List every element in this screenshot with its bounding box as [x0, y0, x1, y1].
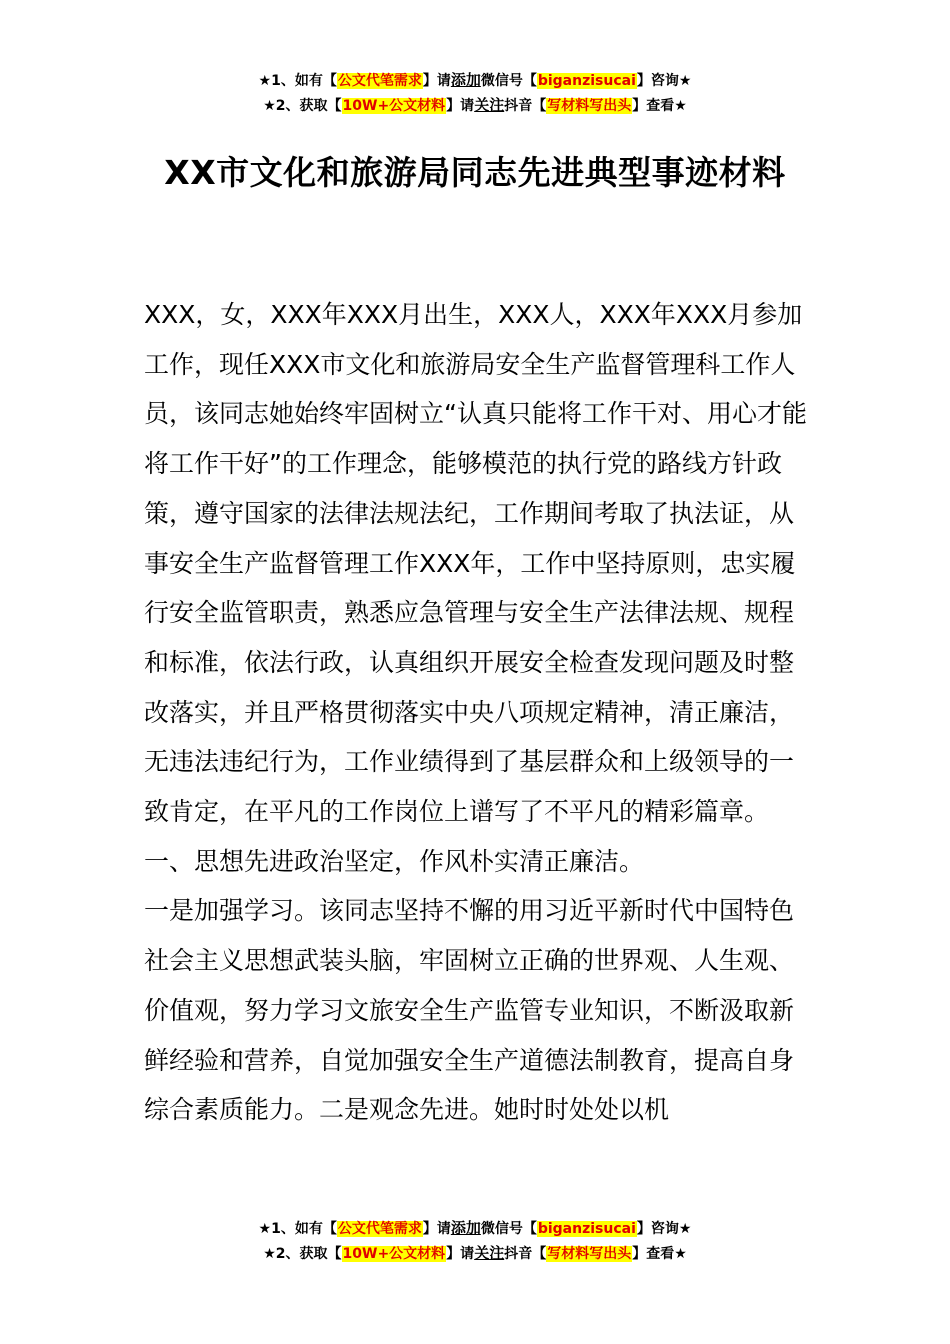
- promo-text: ★1、如有【: [258, 1221, 337, 1237]
- promo-text: 抖音【: [504, 1246, 547, 1262]
- body-paragraph: XXX，女，XXX年XXX月出生，XXX人，XXX年XXX月参加工作，现任XXX市文化和旅游局安全生产监督管理科工作人员，该同志她始终牢固树立“认真只能将工作干对、用心才能将工作干好”的工作理念，能够模范的执行党的路线方针政策，遵守国家的法律法规法纪，工作期间考取了执法证，从事安全生产监督管理工作XXX年，工作中坚持原则，忠实履行安全监管职责，熟悉应急管理与安全生产法律法规、规程和标准，依法行政，认真组织开展安全检查发现问题及时整改落实，并且严格贯彻落实中央八项规定精神，清正廉洁，无违法违纪行为，工作业绩得到了基层群众和上级领导的一致肯定，在平凡的工作岗位上谱写了不平凡的精彩篇章。: [144, 300, 807, 827]
- promo-text: ★1、如有【: [258, 73, 337, 89]
- promo-text: 】请: [446, 98, 475, 114]
- top-promo-banner: [0, 68, 950, 118]
- promo-highlight: biganzisucai: [537, 73, 636, 89]
- promo-line-1: [0, 1216, 950, 1241]
- promo-line-2: [0, 1241, 950, 1266]
- promo-text: 】请: [422, 73, 451, 89]
- promo-text: 微信号【: [480, 73, 537, 89]
- promo-text: 】请: [446, 1246, 475, 1262]
- promo-highlight: 写材料写出头: [547, 98, 632, 114]
- promo-highlight: biganzisucai: [537, 1221, 636, 1237]
- promo-emphasis: 添加: [450, 71, 481, 89]
- promo-highlight: 写材料写出头: [547, 1246, 632, 1262]
- promo-text: 】请: [422, 1221, 451, 1237]
- promo-text: 】查看★: [632, 98, 687, 114]
- promo-highlight: 公文代笔需求: [337, 73, 422, 89]
- promo-line-1: [0, 68, 950, 93]
- promo-emphasis: 添加: [450, 1219, 481, 1237]
- promo-text: ★2、获取【: [263, 1246, 342, 1262]
- promo-emphasis: 关注: [474, 1244, 505, 1262]
- promo-text: 】咨询★: [636, 1221, 692, 1237]
- promo-text: 微信号【: [480, 1221, 537, 1237]
- promo-text: 】咨询★: [636, 73, 692, 89]
- promo-highlight: 公文代笔需求: [337, 1221, 422, 1237]
- promo-highlight: 10W+公文材料: [342, 1246, 446, 1262]
- document-body: [144, 290, 812, 1135]
- promo-text: 】查看★: [632, 1246, 687, 1262]
- bottom-promo-banner: [0, 1216, 950, 1266]
- document-title: XX市文化和旅游局同志先进典型事迹材料: [164, 153, 786, 192]
- body-paragraph: 一、思想先进政治坚定，作风朴实清正廉洁。: [144, 846, 645, 876]
- promo-line-2: [0, 93, 950, 118]
- promo-text: ★2、获取【: [263, 98, 342, 114]
- promo-emphasis: 关注: [474, 96, 505, 114]
- promo-highlight: 10W+公文材料: [342, 98, 446, 114]
- promo-text: 抖音【: [504, 98, 547, 114]
- body-paragraph: 一是加强学习。该同志坚持不懈的用习近平新时代中国特色社会主义思想武装头脑，牢固树立正确的世界观、人生观、价值观，努力学习文旅安全生产监管专业知识，不断汲取新鲜经验和营养，自觉加强安全生产道德法制教育，提高自身综合素质能力。二是观念先进。她时时处处以机: [144, 896, 795, 1125]
